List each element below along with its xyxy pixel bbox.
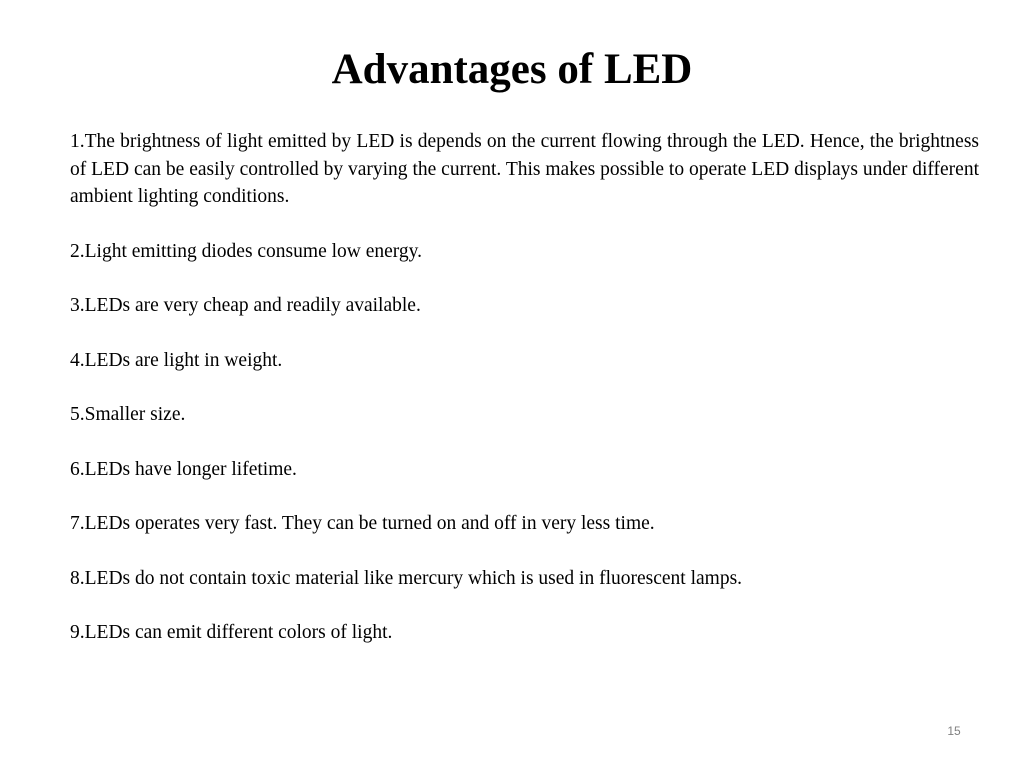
advantage-item: 3.LEDs are very cheap and readily available. [70, 295, 421, 316]
page-number: 15 [947, 724, 961, 738]
advantage-item: 7.LEDs operates very fast. They can be turned on and off in very less time. [70, 513, 655, 534]
slide-title: Advantages of LED [331, 46, 693, 93]
advantage-item: 1.The brightness of light emitted by LED is depends on the current flowing through the LED. Hence, the brightness of LED can be easily controlled by varying the current. This makes possible to operate LED displays under different ambient lighting conditions. [70, 131, 979, 207]
advantages-list [70, 128, 979, 674]
advantage-item: 4.LEDs are light in weight. [70, 349, 283, 371]
advantage-item: 8.LEDs do not contain toxic material like mercury which is used in fluorescent lamps. [70, 567, 743, 589]
advantage-item: 6.LEDs have longer lifetime. [70, 458, 297, 480]
advantage-item: 2.Light emitting diodes consume low energy. [70, 240, 423, 262]
advantage-item: 9.LEDs can emit different colors of light. [70, 622, 393, 643]
advantage-item: 5.Smaller size. [70, 404, 186, 425]
